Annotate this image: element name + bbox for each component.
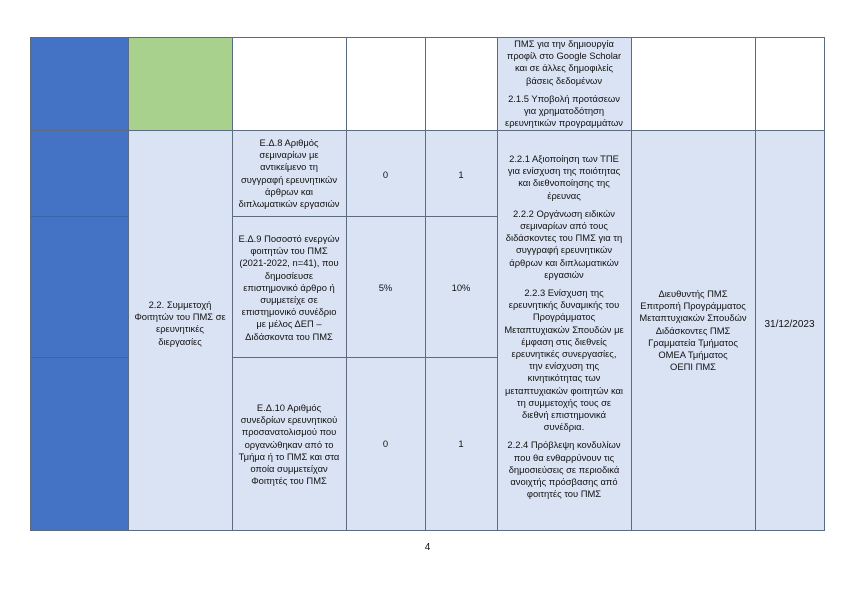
top-green-cell	[128, 37, 232, 130]
indicator-8-text: Ε.Δ.8 Αριθμός σεμιναρίων με αντικείμενο τη συγγραφή ερευνητικών άρθρων και διπλωματικών εργασιών	[238, 137, 340, 210]
indicator-10-text: Ε.Δ.10 Αριθμός συνεδρίων ερευνητικού προσανατολισμού που οργανώθηκαν από το Τμήμα ή το ΠΜΣ και στα οποία συμμετείχαν Φοιτητές του ΠΜΣ	[238, 402, 340, 487]
baseline-cell	[346, 130, 425, 531]
baseline-value-1: 0	[382, 169, 389, 180]
top-action-1: ΠΜΣ για την δημιουργία προφίλ στο Google Scholar και σε άλλες δημοφιλείς βάσεις δεδομένων	[506, 38, 622, 86]
top-action-2: 2.1.5 Υποβολή προτάσεων για χρηματοδότηση ερευνητικών προγραμμάτων	[505, 92, 623, 129]
left-bar-divider-2	[30, 357, 128, 358]
col-border-2	[232, 37, 233, 531]
responsible-text: Διευθυντής ΠΜΣ Επιτροπή Προγράμματος Μεταπτυχιακών Σπουδών Διδάσκοντες ΠΜΣ Γραμματεία Τμήματος ΟΜΕΑ Τμήματος ΟΕΠΙ ΠΜΣ	[639, 288, 747, 373]
top-actions-text	[499, 38, 629, 129]
deadline-text: 31/12/2023	[764, 319, 815, 330]
col-border-6	[631, 37, 632, 531]
target-value-2: 10%	[451, 282, 471, 293]
table-border-bottom	[30, 530, 824, 531]
col-border-7	[755, 37, 756, 531]
page-number: 4	[424, 542, 431, 553]
table-border-left	[30, 37, 31, 531]
action-2-2-3: 2.2.3 Ενίσχυση της ερευνητικής δυναμικής του Προγράμματος Μεταπτυχιακών Σπουδών με έμφαση στις διεθνείς ερευνητικές συνεργασίες, την ενίσχυση της κινητικότητας των μεταπτυχιακών φοιτητών και τη συμμετοχής τους σε διεθνή επιστημονικά συνέδρια.	[504, 287, 624, 433]
table-border-top	[30, 37, 824, 38]
target-value-3: 1	[458, 438, 464, 449]
goal-text: 2.2. Συμμετοχή Φοιτητών του ΠΜΣ σε ερευνητικές διεργασίες	[134, 299, 226, 347]
action-2-2-4: 2.2.4 Πρόβλεψη κονδυλίων που θα ενθαρρύνουν τις δημοσιεύσεις σε περιοδικά ανοιχτής πρόσβασης από φοιτητές του ΠΜΣ	[507, 439, 621, 500]
left-bar-cell	[30, 37, 128, 531]
indicator-divider-1	[232, 216, 497, 217]
indicator-divider-2	[232, 357, 497, 358]
baseline-value-2: 5%	[378, 282, 393, 293]
left-bar-divider-1	[30, 216, 128, 217]
action-2-2-2: 2.2.2 Οργάνωση ειδικών σεμιναρίων από τους διδάσκοντες του ΠΜΣ για τη συγγραφή ερευνητικών άρθρων και διπλωματικών εργασιών	[505, 207, 623, 280]
table-border-row	[30, 130, 824, 131]
target-cell	[425, 130, 497, 531]
actions-text	[499, 153, 629, 500]
table-border-right	[824, 37, 825, 531]
col-border-1	[128, 37, 129, 531]
baseline-value-3: 0	[382, 438, 389, 449]
indicator-9-text: Ε.Δ.9 Ποσοστό ενεργών φοιτητών του ΠΜΣ (2021-2022, n=41), που δημοσίευσε επιστημονικό άρθρο ή συμμετείχε σε επιστημονικό συνέδριο με μέλος ΔΕΠ – Διδάσκοντα του ΠΜΣ	[238, 233, 340, 342]
target-value-1: 1	[458, 169, 464, 180]
col-border-5	[497, 37, 498, 531]
action-2-2-1: 2.2.1 Αξιοποίηση των ΤΠΕ για ενίσχυση της ποιότητας και διεθνοποίησης της έρευνας	[507, 153, 621, 201]
